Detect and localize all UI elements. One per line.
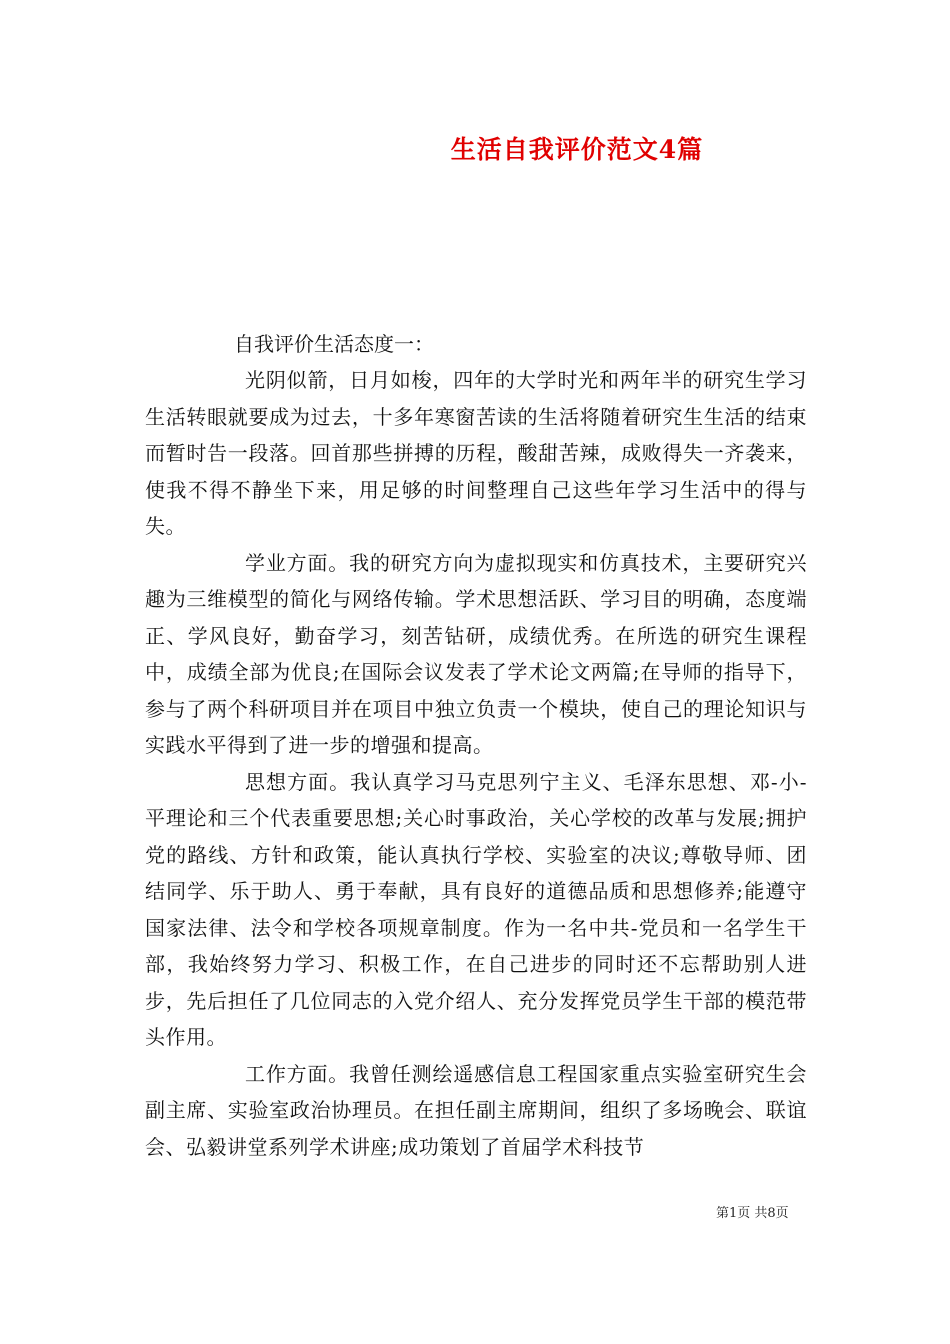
- document-title: 生活自我评价范文4篇: [450, 135, 704, 164]
- document-body: [145, 362, 807, 1165]
- paragraph-work: 工作方面。我曾任测绘遥感信息工程国家重点实验室研究生会副主席、实验室政治协理员。在担任副主席期间，组织了多场晚会、联谊会、弘毅讲堂系列学术讲座;成功策划了首届学术科技节: [145, 1061, 807, 1159]
- section-heading: 自我评价生活态度一：: [234, 332, 434, 356]
- paragraph-ideology: 思想方面。我认真学习马克思列宁主义、毛泽东思想、邓-小-平理论和三个代表重要思想;关心时事政治，关心学校的改革与发展;拥护党的路线、方针和政策，能认真执行学校、实验室的决议;尊敬导师、团结同学、乐于助人、勇于奉献，具有良好的道德品质和思想修养;能遵守国家法律、法令和学校各项规章制度。作为一名中共-党员和一名学生干部，我始终努力学习、积极工作，在自己进步的同时还不忘帮助别人进步，先后担任了几位同志的入党介绍人、充分发挥党员学生干部的模范带头作用。: [145, 769, 807, 1049]
- paragraph-intro: 光阴似箭，日月如梭，四年的大学时光和两年半的研究生学习生活转眼就要成为过去，十多年寒窗苦读的生活将随着研究生生活的结束而暂时告一段落。回首那些拼搏的历程，酸甜苦辣，成败得失一齐袭来，使我不得不静坐下来，用足够的时间整理自己这些年学习生活中的得与失。: [145, 368, 807, 538]
- paragraph-academics: 学业方面。我的研究方向为虚拟现实和仿真技术，主要研究兴趣为三维模型的简化与网络传输。学术思想活跃、学习目的明确，态度端正、学风良好，勤奋学习，刻苦钻研，成绩优秀。在所选的研究生课程中，成绩全部为优良;在国际会议发表了学术论文两篇;在导师的指导下，参与了两个科研项目并在项目中独立负责一个模块，使自己的理论知识与实践水平得到了进一步的增强和提高。: [145, 550, 807, 757]
- page-footer: 第1页 共8页: [716, 1206, 789, 1221]
